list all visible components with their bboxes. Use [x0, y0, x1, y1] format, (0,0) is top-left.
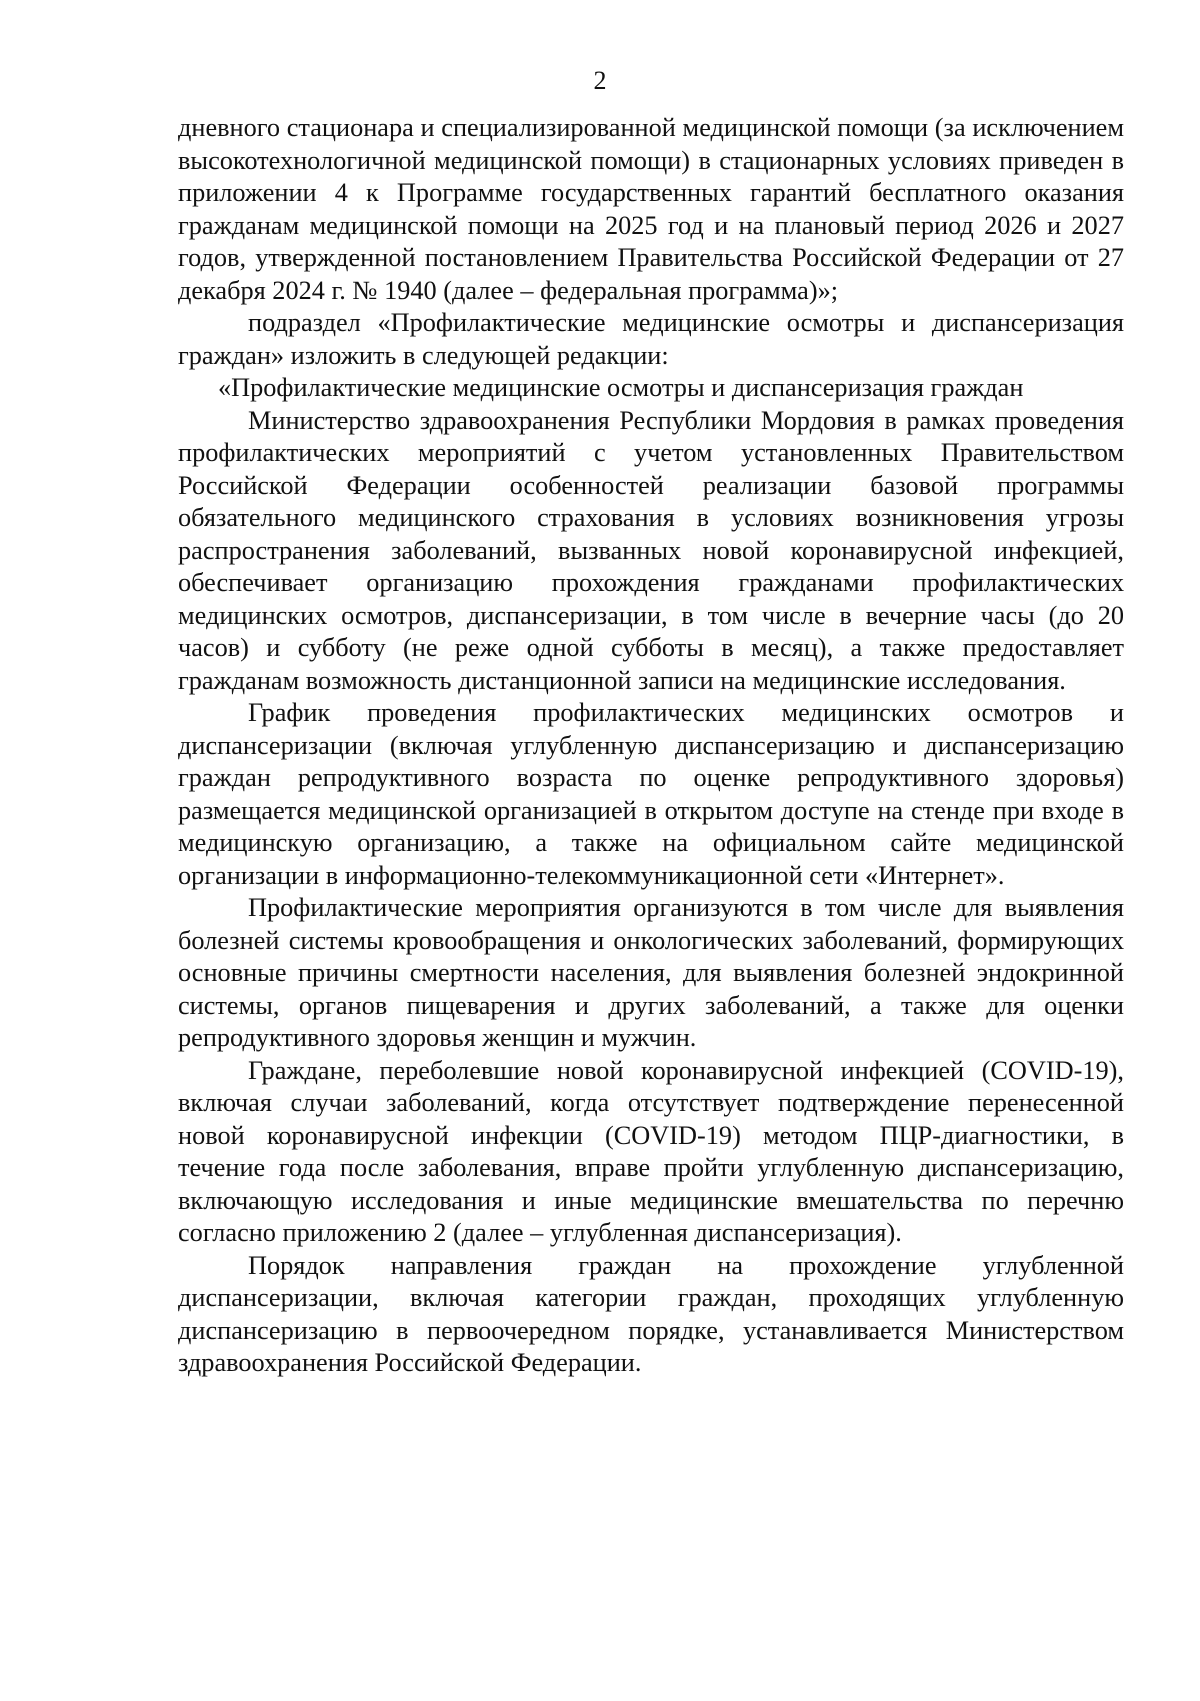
- page-number: 2: [593, 66, 607, 95]
- continuation-paragraph: дневного стационара и специализированной медицинской помощи (за исключением высокотехнологичной медицинской помощи) в стационарных условиях приведен в приложении 4 к Программе государственных гарантий бесплатного оказания гражданам медицинской помощи на 2025 год и на плановый период 2026 и 2027 годов, утвержденной постановлением Правительства Российской Федерации от 27 декабря 2024 г. № 1940 (далее – федеральная программа)»;: [178, 113, 1124, 305]
- schedule-paragraph: График проведения профилактических медицинских осмотров и диспансеризации (включая углубленную диспансеризацию и диспансеризацию граждан репродуктивного возраста по оценке репродуктивного здоровья) размещается медицинской организацией в открытом доступе на стенде при входе в медицинскую организацию, а также на официальном сайте медицинской организации в информационно-телекоммуникационной сети «Интернет».: [178, 698, 1124, 890]
- measures-paragraph: Профилактические мероприятия организуются в том числе для выявления болезней системы кровообращения и онкологических заболеваний, формирующих основные причины смертности населения, для выявления болезней эндокринной системы, органов пищеварения и других заболеваний, а также для оценки репродуктивного здоровья женщин и мужчин.: [178, 893, 1124, 1052]
- document-body: [178, 112, 1124, 1380]
- subsection-heading: «Профилактические медицинские осмотры и диспансеризация граждан: [218, 373, 1024, 402]
- subsection-instruction-paragraph: подраздел «Профилактические медицинские осмотры и диспансеризация граждан» изложить в следующей редакции:: [178, 308, 1124, 370]
- ministry-paragraph: Министерство здравоохранения Республики Мордовия в рамках проведения профилактических мероприятий с учетом установленных Правительством Российской Федерации особенностей реализации базовой программы обязательного медицинского страхования в условиях возникновения угрозы распространения заболеваний, вызванных новой коронавирусной инфекцией, обеспечивает организацию прохождения гражданами профилактических медицинских осмотров, диспансеризации, в том числе в вечерние часы (до 20 часов) и субботу (не реже одной субботы в месяц), а также предоставляет гражданам возможность дистанционной записи на медицинские исследования.: [178, 405, 1124, 695]
- procedure-paragraph: Порядок направления граждан на прохождение углубленной диспансеризации, включая категории граждан, проходящих углубленную диспансеризацию в первоочередном порядке, устанавливается Министерством здравоохранения Российской Федерации.: [178, 1250, 1124, 1377]
- covid-paragraph: Граждане, переболевшие новой коронавирусной инфекцией (COVID-19), включая случаи заболеваний, когда отсутствует подтверждение перенесенной новой коронавирусной инфекции (COVID-19) методом ПЦР-диагностики, в течение года после заболевания, вправе пройти углубленную диспансеризацию, включающую исследования и иные медицинские вмешательства по перечню согласно приложению 2 (далее – углубленная диспансеризация).: [178, 1055, 1124, 1247]
